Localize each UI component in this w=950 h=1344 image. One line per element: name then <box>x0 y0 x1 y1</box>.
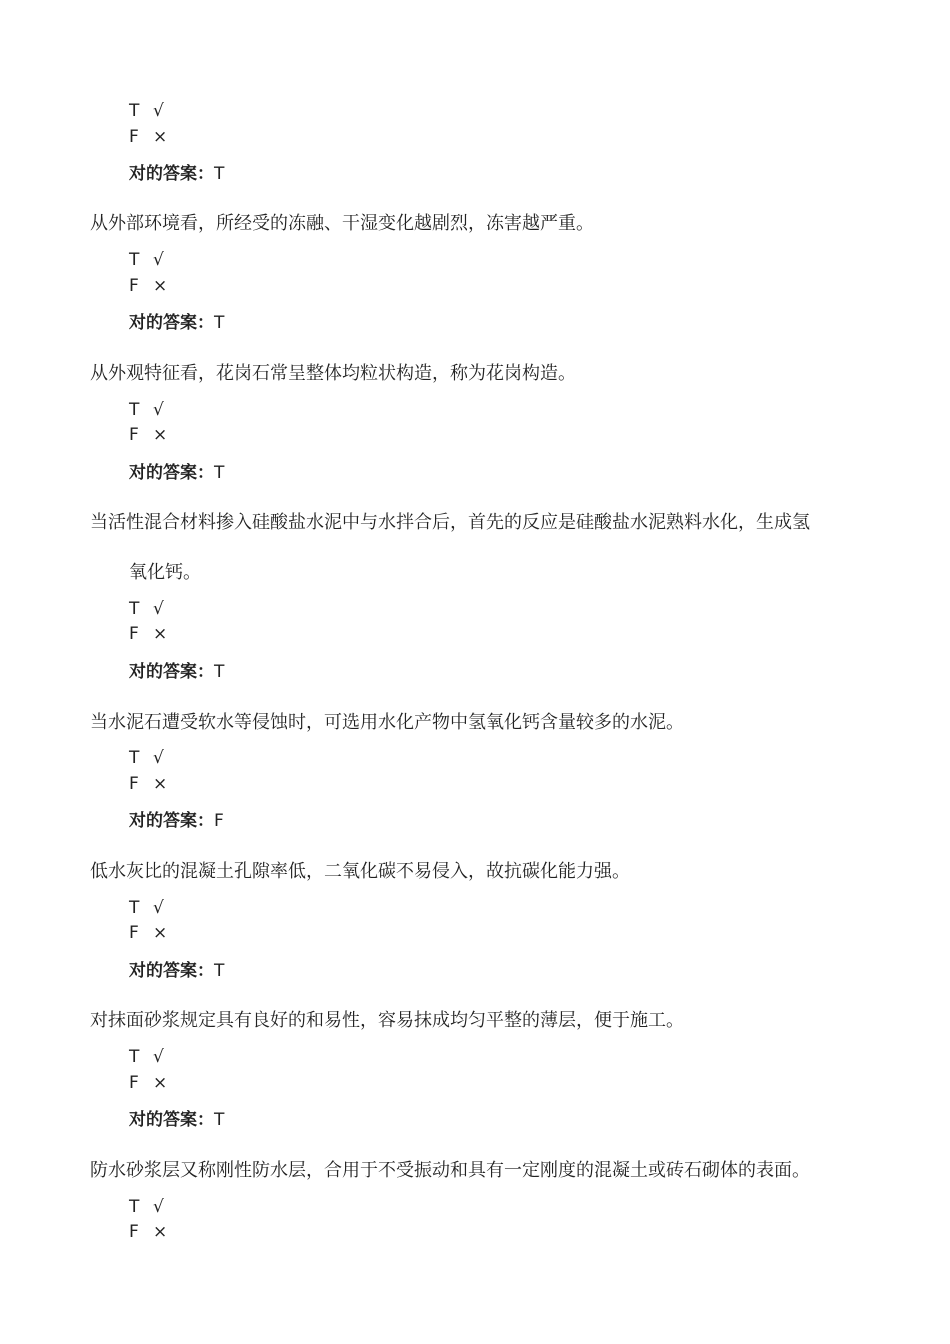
correct-answer: 对的答案：T <box>129 164 225 184</box>
option-true: T √ <box>129 1197 164 1217</box>
option-false: F × <box>129 425 168 445</box>
correct-answer: 对的答案：T <box>129 1110 225 1130</box>
option-false: F × <box>129 276 168 296</box>
question-text: 对抹面砂浆规定具有良好的和易性，容易抹成均匀平整的薄层，便于施工。 <box>90 1010 684 1031</box>
option-false: F × <box>129 1073 168 1093</box>
question-text: 从外部环境看，所经受的冻融、干湿变化越剧烈，冻害越严重。 <box>90 213 594 234</box>
question-text: 从外观特征看，花岗石常呈整体均粒状构造，称为花岗构造。 <box>90 363 576 384</box>
option-false: F × <box>129 127 168 147</box>
option-true: T √ <box>129 400 164 420</box>
correct-answer: 对的答案：F <box>129 811 224 831</box>
option-true: T √ <box>129 101 164 121</box>
question-text: 当活性混合材料掺入硅酸盐水泥中与水拌合后，首先的反应是硅酸盐水泥熟料水化，生成氢 <box>90 512 810 533</box>
option-false: F × <box>129 774 168 794</box>
correct-answer: 对的答案：T <box>129 463 225 483</box>
correct-answer: 对的答案：T <box>129 662 225 682</box>
question-text: 低水灰比的混凝土孔隙率低，二氧化碳不易侵入，故抗碳化能力强。 <box>90 861 630 882</box>
option-true: T √ <box>129 748 164 768</box>
correct-answer: 对的答案：T <box>129 961 225 981</box>
option-false: F × <box>129 624 168 644</box>
option-false: F × <box>129 923 168 943</box>
option-false: F × <box>129 1222 168 1242</box>
option-true: T √ <box>129 1047 164 1067</box>
option-true: T √ <box>129 898 164 918</box>
correct-answer: 对的答案：T <box>129 313 225 333</box>
question-text: 当水泥石遭受软水等侵蚀时，可选用水化产物中氢氧化钙含量较多的水泥。 <box>90 712 684 733</box>
question-text-continued: 氧化钙。 <box>129 562 201 583</box>
question-text: 防水砂浆层又称刚性防水层，合用于不受振动和具有一定刚度的混凝土或砖石砌体的表面。 <box>90 1160 810 1181</box>
option-true: T √ <box>129 250 164 270</box>
option-true: T √ <box>129 599 164 619</box>
